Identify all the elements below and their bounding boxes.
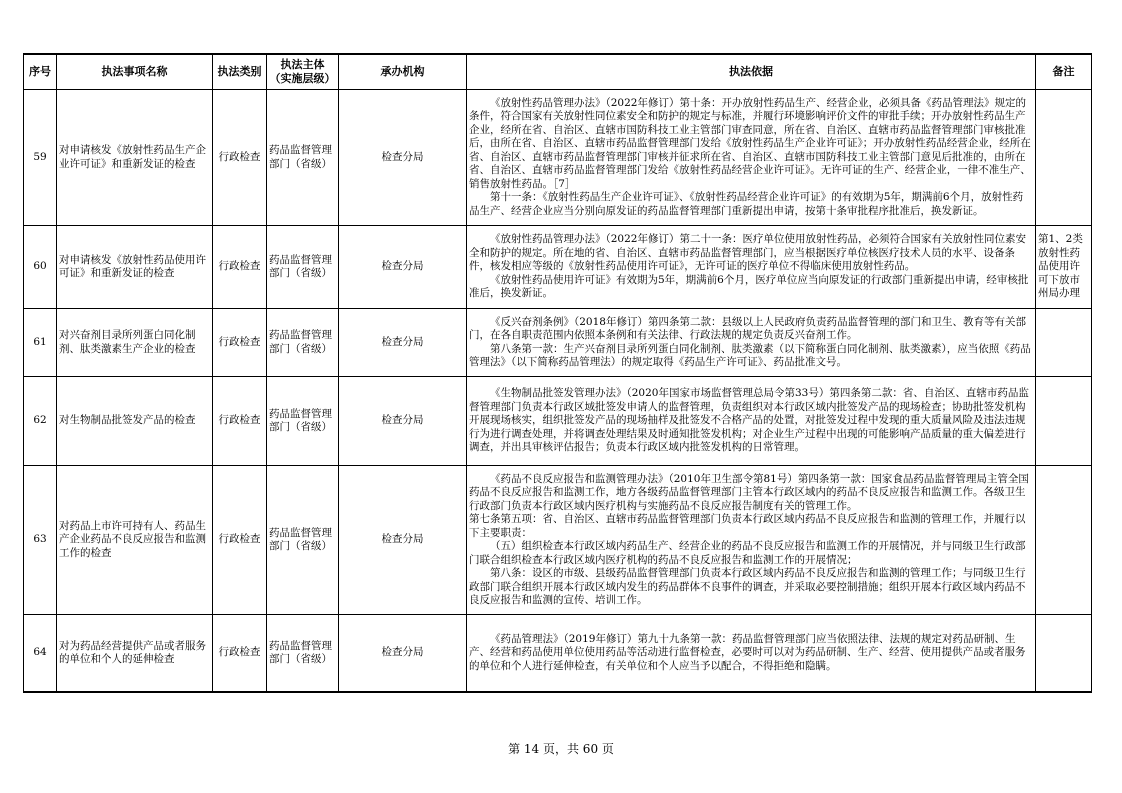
row-item-name: 对申请核发《放射性药品使用许可证》和重新发证的检查: [57, 226, 213, 309]
header-subject: [267, 54, 339, 90]
row-note: 第1、2类放射性药品使用许可下放市州局办理: [1036, 226, 1092, 309]
row-category: 行政检查: [213, 90, 267, 226]
row-subject: 药品监督管理部门（省级）: [267, 90, 339, 226]
row-basis: [467, 90, 1036, 226]
row-category: 行政检查: [213, 309, 267, 377]
header-item-name: 执法事项名称: [57, 54, 213, 90]
row-organization: 检查分局: [339, 466, 467, 615]
enforcement-items-table: [23, 53, 1092, 693]
basis-paragraph: 第八条第一款：生产兴奋剂目录所列蛋白同化制剂、肽类激素（以下简称蛋白同化制剂、肽类激素），应当依照《药品管理法》（以下简称药品管理法）的规定取得《药品生产许可证》、药品批准文号。: [469, 342, 1031, 368]
row-index: 59: [24, 90, 57, 226]
table-row: [24, 377, 1092, 466]
row-index: 61: [24, 309, 57, 377]
basis-paragraph: 《药品不良反应报告和监测管理办法》（2010年卫生部令第81号）第四条第一款：国家食品药品监督管理局主管全国药品不良反应报告和监测工作，地方各级药品监督管理部门主管本行政区域内的药品不良反应报告和监测工作。各级卫生行政部门负责本行政区域内医疗机构与实施药品不良反应报告制度有关的管理工作。: [469, 472, 1029, 512]
table-row: [24, 615, 1092, 693]
header-index: 序号: [24, 54, 57, 90]
row-item-name: 对药品上市许可持有人、药品生产企业药品不良反应报告和监测工作的检查: [57, 466, 213, 615]
row-item-name: 对为药品经营提供产品或者服务的单位和个人的延伸检查: [57, 615, 213, 693]
row-index: 62: [24, 377, 57, 466]
row-note: [1036, 309, 1092, 377]
row-item-name: 对申请核发《放射性药品生产企业许可证》和重新发证的检查: [57, 90, 213, 226]
row-index: 60: [24, 226, 57, 309]
table-row: [24, 466, 1092, 615]
row-category: 行政检查: [213, 226, 267, 309]
basis-paragraph: 《放射性药品管理办法》（2022年修订）第十条：开办放射性药品生产、经营企业，必须具备《药品管理法》规定的条件，符合国家有关放射性同位素安全和防护的规定与标准，并履行环境影响评价文件的审批手续；开办放射性药品生产企业，经所在省、自治区、直辖市国防科技工业主管部门审查同意，所在省、自治区、直辖市药品监督管理部门审核批准后，由所在省、自治区、直辖市药品监督管理部门发给《放射性药品生产企业许可证》；开办放射性药品经营企业，经所在省、自治区、直辖市药品监督管理部门审核并征求所在省、自治区、直辖市国防科技工业主管部门意见后批准的，由所在省、自治区、直辖市药品监督管理部门发给《放射性药品经营企业许可证》。无许可证的生产、经营企业，一律不准生产、销售放射性药品。［7］: [469, 96, 1031, 190]
table-row: [24, 90, 1092, 226]
row-note: [1036, 466, 1092, 615]
header-subject-line1: 执法主体: [280, 58, 325, 71]
row-basis: [467, 309, 1036, 377]
basis-paragraph: 《放射性药品管理办法》（2022年修订）第二十一条：医疗单位使用放射性药品，必须符合国家有关放射性同位素安全和防护的规定。所在地的省、自治区、直辖市药品监督管理部门，应当根据医疗单位核医疗技术人员的水平、设备条件，核发相应等级的《放射性药品使用许可证》，无许可证的医疗单位不得临床使用放射性药品。: [469, 233, 1026, 273]
row-note: [1036, 377, 1092, 466]
header-row: [24, 54, 1092, 90]
basis-paragraph: 《放射性药品使用许可证》有效期为5年，期满前6个月，医疗单位应当向原发证的行政部门重新提出申请，经审核批准后，换发新证。: [469, 273, 1029, 300]
header-organization: 承办机构: [339, 54, 467, 90]
header-subject-line2: （实施层级）: [269, 72, 336, 85]
row-organization: 检查分局: [339, 377, 467, 466]
row-subject: 药品监督管理部门（省级）: [267, 615, 339, 693]
basis-paragraph: 第十一条：《放射性药品生产企业许可证》、《放射性药品经营企业许可证》的有效期为5年，期满前6个月，放射性药品生产、经营企业应当分别向原发证的药品监督管理部门重新提出申请，按第十条审批程序批准后，换发新证。: [469, 191, 1024, 217]
header-note: 备注: [1036, 54, 1092, 90]
row-note: [1036, 615, 1092, 693]
row-basis: [467, 466, 1036, 615]
row-category: 行政检查: [213, 615, 267, 693]
row-category: 行政检查: [213, 377, 267, 466]
row-subject: 药品监督管理部门（省级）: [267, 226, 339, 309]
row-subject: 药品监督管理部门（省级）: [267, 309, 339, 377]
header-basis: 执法依据: [467, 54, 1036, 90]
table-row: [24, 226, 1092, 309]
row-index: 64: [24, 615, 57, 693]
row-basis: [467, 615, 1036, 693]
row-organization: 检查分局: [339, 90, 467, 226]
page-number-footer: 第 14 页，共 60 页: [508, 742, 614, 756]
row-index: 63: [24, 466, 57, 615]
row-subject: 药品监督管理部门（省级）: [267, 466, 339, 615]
row-item-name: 对兴奋剂目录所列蛋白同化制剂、肽类激素生产企业的检查: [57, 309, 213, 377]
basis-paragraph: 《生物制品批签发管理办法》（2020年国家市场监督管理总局令第33号）第四条第二款：省、自治区、直辖市药品监督管理部门负责本行政区域批签发申请人的监督管理，负责组织对本行政区域内批签发产品的现场检查；协助批签发机构开展现场核实，组织批签发产品的现场抽样及批签发不合格产品的处置，对批签发过程中发现的重大质量风险及违法违规行为进行调查处理，并将调查处理结果及时通知批签发机构；对企业生产过程中出现的可能影响产品质量的重大偏差进行调查，并出具审核评估报告；负责本行政区域内批签发机构的日常管理。: [469, 387, 1029, 454]
row-organization: 检查分局: [339, 309, 467, 377]
row-organization: 检查分局: [339, 615, 467, 693]
row-note: [1036, 90, 1092, 226]
row-category: 行政检查: [213, 466, 267, 615]
basis-paragraph: 《药品管理法》（2019年修订）第九十九条第一款：药品监督管理部门应当依照法律、法规的规定对药品研制、生产、经营和药品使用单位使用药品等活动进行监督检查，必要时可以对为药品研制、生产、经营、使用提供产品或者服务的单位和个人进行延伸检查，有关单位和个人应当予以配合，不得拒绝和隐瞒。: [469, 632, 1026, 672]
basis-paragraph: （五）组织检查本行政区域内药品生产、经营企业的药品不良反应报告和监测工作的开展情况，并与同级卫生行政部门联合组织检查本行政区域内医疗机构的药品不良反应报告和监测工作的开展情况；: [469, 540, 1026, 566]
row-item-name: 对生物制品批签发产品的检查: [57, 377, 213, 466]
table-row: [24, 309, 1092, 377]
row-basis: [467, 377, 1036, 466]
basis-paragraph: 第七条第五项：省、自治区、直辖市药品监督管理部门负责本行政区域内药品不良反应报告和监测的管理工作，并履行以下主要职责：: [469, 513, 1026, 539]
header-category: 执法类别: [213, 54, 267, 90]
row-organization: 检查分局: [339, 226, 467, 309]
row-subject: 药品监督管理部门（省级）: [267, 377, 339, 466]
row-basis: [467, 226, 1036, 309]
basis-paragraph: 《反兴奋剂条例》（2018年修订）第四条第二款：县级以上人民政府负责药品监督管理的部门和卫生、教育等有关部门，在各自职责范围内依照本条例和有关法律、行政法规的规定负责反兴奋剂工作。: [469, 315, 1026, 341]
basis-paragraph: 第八条：设区的市级、县级药品监督管理部门负责本行政区域内药品不良反应报告和监测的管理工作；与同级卫生行政部门联合组织开展本行政区域内发生的药品群体不良事件的调查，并采取必要控制措施；组织开展本行政区域内药品不良反应报告和监测的宣传、培训工作。: [469, 567, 1026, 606]
